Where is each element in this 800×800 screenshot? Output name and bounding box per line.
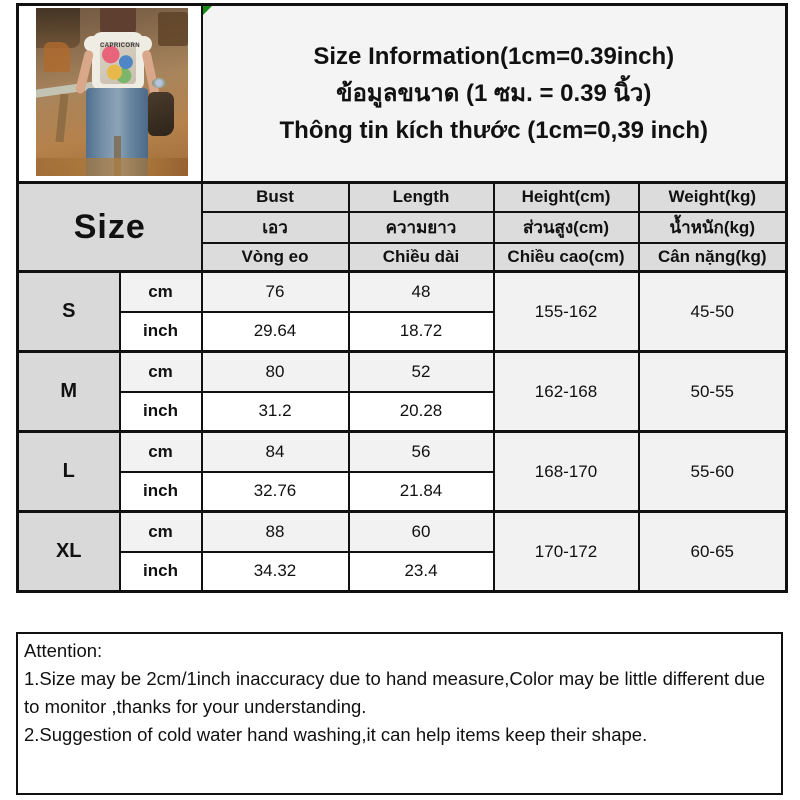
- length-cm-xl: 60: [349, 512, 494, 552]
- unit-cm-l: cm: [120, 432, 202, 472]
- attention-item-2: 2.Suggestion of cold water hand washing,it can help items keep their shape.: [24, 724, 648, 745]
- header-length-th: ความยาว: [349, 212, 494, 243]
- unit-inch-l: inch: [120, 472, 202, 512]
- title-line-th: ข้อมูลขนาด (1 ซม. = 0.39 นิ้ว): [336, 80, 652, 107]
- weight-range-xl: 60-65: [639, 512, 787, 592]
- length-inch-l: 21.84: [349, 472, 494, 512]
- bust-cm-m: 80: [202, 352, 349, 392]
- bust-inch-m: 31.2: [202, 392, 349, 432]
- size-chart-table: [16, 3, 788, 593]
- length-cm-m: 52: [349, 352, 494, 392]
- header-weight-en: Weight(kg): [639, 183, 787, 212]
- product-photo-cell: [18, 5, 202, 183]
- height-range-s: 155-162: [494, 272, 639, 352]
- header-bust-vi: Vòng eo: [202, 243, 349, 272]
- header-weight-vi: Cân nặng(kg): [639, 243, 787, 272]
- weight-range-m: 50-55: [639, 352, 787, 432]
- attention-note-box: [16, 632, 783, 795]
- wrist-scrunchie: [152, 78, 166, 88]
- header-height-en: Height(cm): [494, 183, 639, 212]
- size-chart-sheet: [16, 3, 785, 593]
- size-row-label-s: S: [18, 272, 120, 352]
- length-inch-xl: 23.4: [349, 552, 494, 592]
- size-row-label-xl: XL: [18, 512, 120, 592]
- length-cm-s: 48: [349, 272, 494, 312]
- header-length-en: Length: [349, 183, 494, 212]
- header-height-th: ส่วนสูง(cm): [494, 212, 639, 243]
- handbag: [148, 92, 174, 136]
- length-inch-s: 18.72: [349, 312, 494, 352]
- unit-inch-xl: inch: [120, 552, 202, 592]
- bust-cm-s: 76: [202, 272, 349, 312]
- height-range-m: 162-168: [494, 352, 639, 432]
- header-bust-th: เอว: [202, 212, 349, 243]
- unit-cm-m: cm: [120, 352, 202, 392]
- unit-cm-xl: cm: [120, 512, 202, 552]
- header-bust-en: Bust: [202, 183, 349, 212]
- title-line-vi: Thông tin kích thước (1cm=0,39 inch): [279, 117, 709, 144]
- unit-cm-s: cm: [120, 272, 202, 312]
- weight-range-s: 45-50: [639, 272, 787, 352]
- bust-inch-s: 29.64: [202, 312, 349, 352]
- length-cm-l: 56: [349, 432, 494, 472]
- unit-inch-s: inch: [120, 312, 202, 352]
- wood-floor: [36, 158, 188, 176]
- size-row-label-l: L: [18, 432, 120, 512]
- background-chair: [44, 42, 70, 72]
- length-inch-m: 20.28: [349, 392, 494, 432]
- size-info-title-cell: [202, 5, 787, 183]
- bust-cm-l: 84: [202, 432, 349, 472]
- bust-inch-l: 32.76: [202, 472, 349, 512]
- header-length-vi: Chiều dài: [349, 243, 494, 272]
- unit-inch-m: inch: [120, 392, 202, 432]
- attention-heading: Attention:: [24, 640, 103, 661]
- weight-range-l: 55-60: [639, 432, 787, 512]
- cell-corner-marker-icon: [203, 6, 212, 15]
- size-header-cell: Size: [18, 183, 202, 272]
- header-weight-th: น้ำหนัก(kg): [639, 212, 787, 243]
- header-height-vi: Chiều cao(cm): [494, 243, 639, 272]
- glass-table-leg: [56, 94, 69, 143]
- product-photo: [36, 8, 188, 176]
- height-range-xl: 170-172: [494, 512, 639, 592]
- bust-inch-xl: 34.32: [202, 552, 349, 592]
- tee-graphic-print: CAPRICORN: [100, 42, 136, 84]
- bust-cm-xl: 88: [202, 512, 349, 552]
- height-range-l: 168-170: [494, 432, 639, 512]
- background-cabinet: [158, 12, 188, 46]
- title-line-en: Size Information(1cm=0.39inch): [313, 43, 675, 70]
- size-row-label-m: M: [18, 352, 120, 432]
- attention-item-1: 1.Size may be 2cm/1inch inaccuracy due to hand measure,Color may be little different due to monitor ,thanks for your understanding.: [24, 668, 766, 717]
